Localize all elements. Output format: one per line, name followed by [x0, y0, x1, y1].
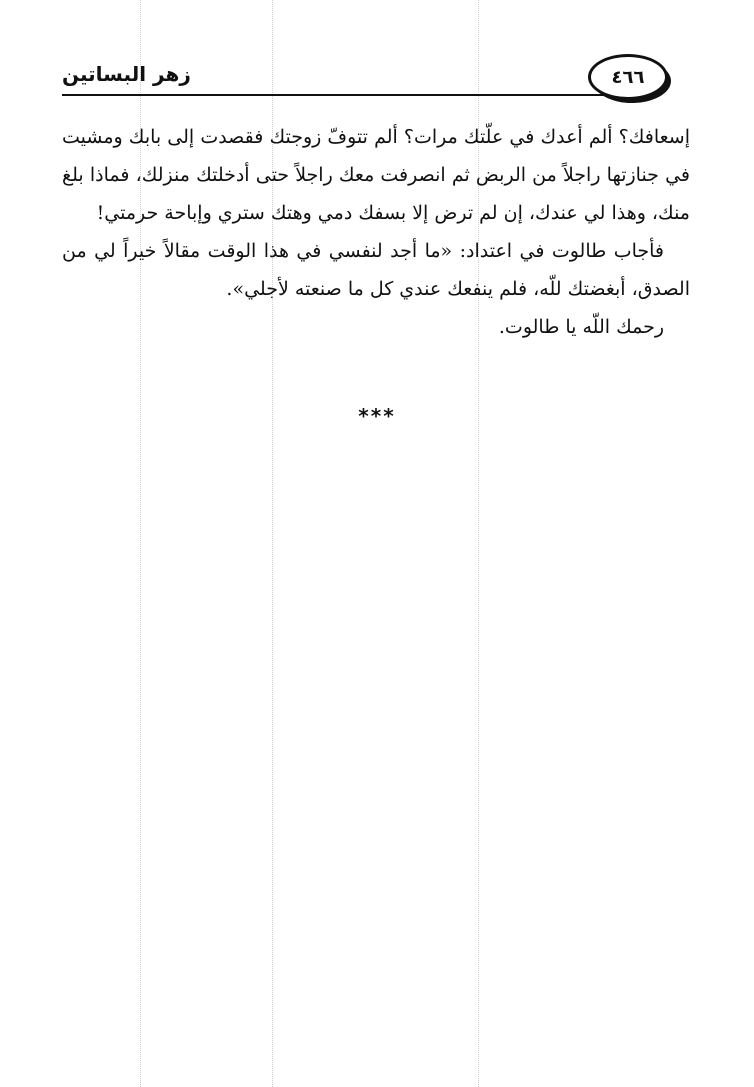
paragraph: رحمك اللّه يا طالوت. [498, 316, 664, 338]
page-header [62, 52, 658, 102]
header-rule [62, 94, 618, 96]
page-number-badge [588, 54, 668, 100]
body-text [62, 118, 690, 346]
page-number: ٤٦٦ [611, 66, 645, 88]
paragraph: إسعافك؟ ألم أعدك في علّتك مرات؟ ألم تتوفّ زوجتك فقصدت إلى بابك ومشيت في جنازتها راجلاً من الربض ثم انصرفت معك راجلاً حتى أدخلتك منزلك، فماذا بلغ منك، وهذا لي عندك، إن لم ترض إلا بسفك دمي وهتك ستري وإباحة حرمتي! [62, 126, 690, 224]
paragraph: فأجاب طالوت في اعتداد: «ما أجد لنفسي في هذا الوقت مقالاً خيراً لي من الصدق، أبغضتك للّه، فلم ينفعك عندي كل ما صنعته لأجلي». [62, 240, 690, 300]
running-title: زهر البساتين [62, 62, 191, 86]
section-separator: *** [358, 404, 396, 428]
